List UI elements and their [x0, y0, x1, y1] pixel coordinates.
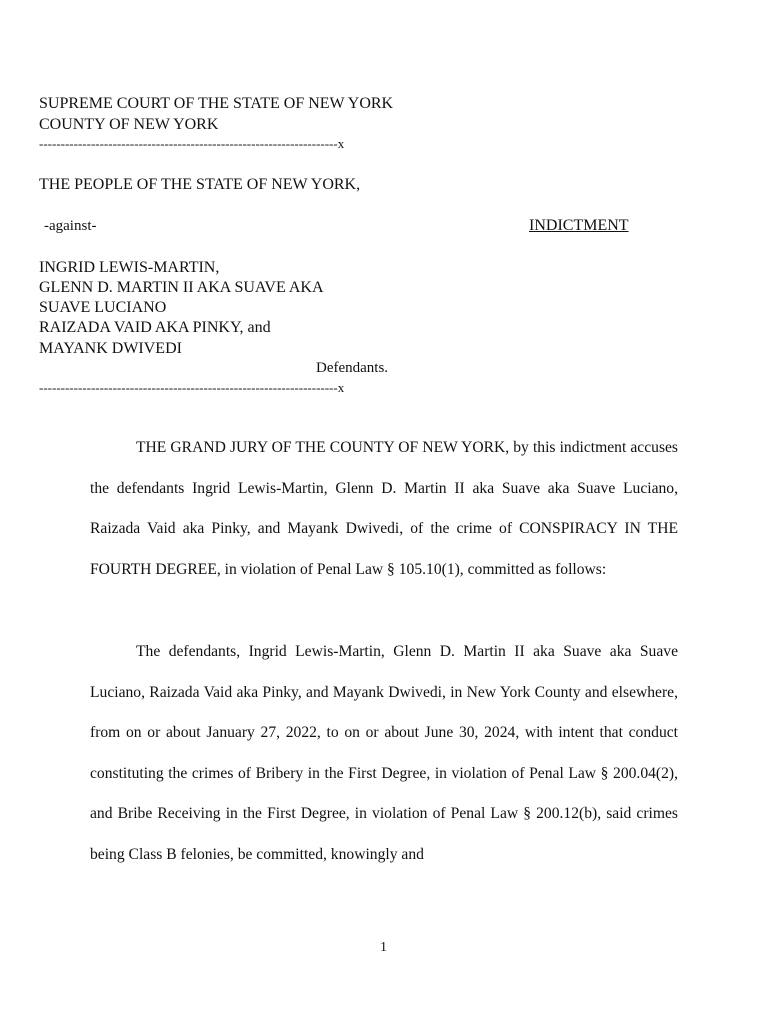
court-line-2: COUNTY OF NEW YORK: [39, 116, 219, 133]
caption-separator-top: ---------------------------------------------------------------------x: [39, 136, 345, 151]
page-number: 1: [380, 940, 387, 955]
against-label: -against-: [44, 218, 97, 234]
defendant-line: GLENN D. MARTIN II AKA SUAVE AKA: [39, 279, 324, 296]
defendant-line: SUAVE LUCIANO: [39, 299, 167, 316]
caption-separator-bottom: ---------------------------------------------------------------------x: [39, 380, 345, 395]
defendants-label: Defendants.: [316, 360, 389, 376]
defendant-line: INGRID LEWIS-MARTIN,: [39, 259, 220, 276]
paragraph-text: The defendants, Ingrid Lewis-Martin, Glenn D. Martin II aka Suave aka Suave Luciano, Raizada Vaid aka Pinky, and Mayank Dwivedi, in New York County and elsewhere, from on or about January 27, 2022, to on or about June 30, 2024, with intent that conduct constituting the crimes of Bribery in the First Degree, in violation of Penal Law § 200.04(2), and Bribe Receiving in the First Degree, in violation of Penal Law § 200.12(b), said crimes being Class B felonies, be committed, knowingly and: [90, 643, 678, 863]
paragraph-text: THE GRAND JURY OF THE COUNTY OF NEW YORK, by this indictment accuses the defendants Ingrid Lewis-Martin, Glenn D. Martin II aka Suave aka Suave Luciano, Raizada Vaid aka Pinky, and Mayank Dwivedi, of the crime of CONSPIRACY IN THE FOURTH DEGREE, in violation of Penal Law § 105.10(1), committed as follows:: [90, 439, 678, 578]
indictment-paragraph-2: [90, 632, 678, 875]
indictment-paragraph-1: [90, 428, 678, 590]
court-line-1: SUPREME COURT OF THE STATE OF NEW YORK: [39, 95, 394, 112]
defendant-line: MAYANK DWIVEDI: [39, 340, 182, 357]
document-type-heading: INDICTMENT: [529, 217, 629, 234]
plaintiff-name: THE PEOPLE OF THE STATE OF NEW YORK,: [39, 176, 361, 193]
defendant-line: RAIZADA VAID AKA PINKY, and: [39, 319, 271, 336]
